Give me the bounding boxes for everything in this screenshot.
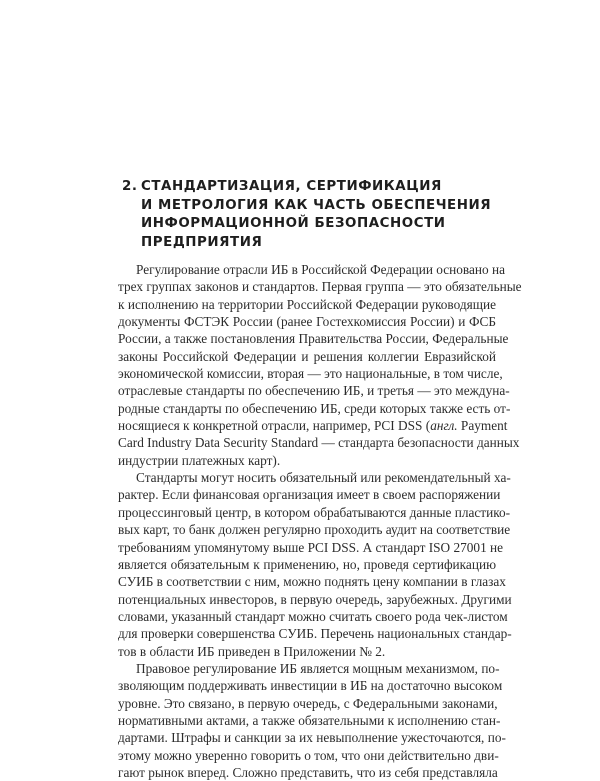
- text-line: уровне. Это связано, в первую очередь, с Федеральными законами,: [118, 695, 498, 711]
- section-title-line: И МЕТРОЛОГИЯ КАК ЧАСТЬ ОБЕСПЕЧЕНИЯ: [141, 197, 492, 213]
- text-line-with-abbr: [118, 417, 508, 434]
- section-heading: [122, 178, 522, 252]
- text-line: Стандарты могут носить обязательный или рекомендательный ха-: [136, 470, 511, 486]
- text-line: Card Industry Data Security Standard — стандарта безопасности данных: [118, 435, 520, 451]
- text-line: родные стандарты по обеспечению ИБ, среди которых также есть от-: [118, 400, 511, 416]
- section-title-line: ИНФОРМАЦИОННОЙ БЕЗОПАСНОСТИ: [141, 216, 446, 232]
- text-line: нормативными актами, а также обязательными к исполнению стан-: [118, 712, 501, 728]
- text-line: документы ФСТЭК России (ранее Гостехкомиссия России) и ФСБ: [118, 314, 496, 330]
- text-line: Правовое регулирование ИБ является мощным механизмом, по-: [136, 660, 500, 676]
- section-title-line: СТАНДАРТИЗАЦИЯ, СЕРТИФИКАЦИЯ: [141, 179, 442, 194]
- text-segment: Payment: [457, 418, 508, 434]
- text-line: дартами. Штрафы и санкции за их невыполнение ужесточаются, по-: [118, 730, 506, 746]
- text-line: словами, указанный стандарт можно считать своего рода чек-листом: [118, 608, 508, 624]
- text-line: является обязательным к применению, но, проведя сертификацию: [118, 556, 496, 572]
- paragraph-3: [118, 660, 506, 781]
- text-line: законы Российской Федерации и решения коллегии Евразийской: [118, 348, 496, 364]
- text-line: экономической комиссии, вторая — это национальные, в том числе,: [118, 366, 503, 382]
- text-line: индустрии платежных карт).: [118, 452, 281, 468]
- text-line: вых карт, то банк должен регулярно проходить аудит на соответствие: [118, 522, 511, 538]
- text-line: этому можно уверенно говорить о том, что они действительно дви-: [118, 747, 499, 763]
- body-text: [118, 261, 522, 781]
- text-line: потенциальных инвесторов, в первую очередь, зарубежных. Другими: [118, 591, 512, 607]
- text-line: рактер. Если финансовая организация имеет в своем распоряжении: [118, 487, 501, 503]
- text-line: тов в области ИБ приведен в Приложении № 2.: [118, 643, 386, 659]
- text-line: зволяющим поддерживать инвестиции в ИБ на достаточно высоком: [118, 678, 503, 694]
- section-number: 2.: [122, 179, 138, 194]
- paragraph-2: [118, 469, 512, 660]
- text-line: процессинговый центр, в котором обрабатываются данные пластико-: [118, 504, 511, 520]
- text-line: Регулирование отрасли ИБ в Российской Федерации основано на: [136, 262, 506, 277]
- section-title-line: ПРЕДПРИЯТИЯ: [141, 234, 263, 250]
- text-line: для проверки совершенства СУИБ. Перечень национальных стандар-: [118, 626, 512, 642]
- text-segment: носящиеся к конкретной отрасли, например, PCI DSS (: [118, 418, 431, 434]
- paragraph-1: [118, 261, 522, 469]
- text-line: СУИБ в соответствии с ним, можно поднять цену компании в глазах: [118, 574, 506, 590]
- text-line: гают рынок вперед. Сложно представить, что из себя представляла: [118, 764, 498, 780]
- text-line: трех группах законов и стандартов. Первая группа — это обязательные: [118, 279, 522, 295]
- text-line: отраслевые стандарты по обеспечению ИБ, и третья — это междуна-: [118, 383, 510, 399]
- italic-abbreviation: англ.: [430, 418, 458, 434]
- text-line: к исполнению на территории Российской Федерации руководящие: [118, 296, 496, 312]
- text-line: требованиям упомянутому выше PCI DSS. А стандарт ISO 27001 не: [118, 539, 504, 555]
- text-line: России, а также постановления Правительства России, Федеральные: [118, 331, 509, 347]
